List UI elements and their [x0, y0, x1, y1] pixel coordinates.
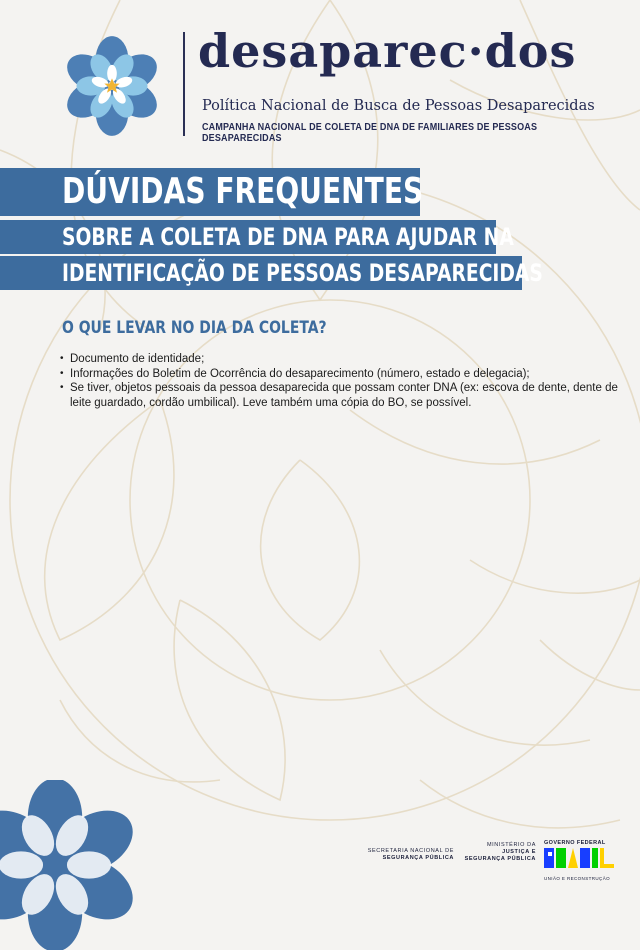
- list-item: • Documento de identidade;: [62, 352, 622, 367]
- subtitle-banner-2-text: IDENTIFICAÇÃO DE PESSOAS DESAPARECIDAS: [62, 256, 543, 290]
- list-item: • Se tiver, objetos pessoais da pessoa desaparecida que possam conter DNA (ex: escova de dente, dente de leite guardado, cordão umbilical). Leve também uma cópia do BO, se possível.: [62, 381, 622, 410]
- ministry-line-2: JUSTIÇA E: [462, 849, 536, 856]
- subtitle-banner-2: [0, 256, 522, 290]
- title-banner-text: DÚVIDAS FREQUENTES: [62, 168, 423, 216]
- gov-tagline: UNIÃO E RECONSTRUÇÃO: [544, 876, 618, 881]
- campaign-name: CAMPANHA NACIONAL DE COLETA DE DNA DE FAMILIARES DE PESSOAS DESAPARECIDAS: [202, 122, 596, 144]
- brasil-wordmark-icon: [544, 846, 616, 870]
- corner-flower-icon: [0, 780, 140, 950]
- ministry-line-3: SEGURANÇA PÚBLICA: [462, 856, 536, 863]
- senasp-line-2: SEGURANÇA PÚBLICA: [366, 855, 454, 862]
- brand-subtitle: Política Nacional de Busca de Pessoas Desaparecidas: [202, 98, 595, 114]
- ministry-line-1: MINISTÉRIO DA: [462, 842, 536, 849]
- subtitle-banner-1: [0, 220, 496, 254]
- brand-title: desaparec·dos: [198, 28, 576, 74]
- gov-title: GOVERNO FEDERAL: [544, 840, 618, 846]
- ministry-logo: [462, 842, 536, 863]
- title-banner: [0, 168, 420, 216]
- section-heading: [62, 318, 385, 338]
- section-heading-text: O QUE LEVAR NO DIA DA COLETA?: [62, 318, 327, 338]
- senasp-line-1: SECRETARIA NACIONAL DE: [366, 848, 454, 855]
- subtitle-banner-1-text: SOBRE A COLETA DE DNA PARA AJUDAR NA: [62, 220, 514, 254]
- flower-logo-icon: [64, 36, 160, 136]
- senasp-logo: [366, 848, 454, 862]
- items-list: [62, 352, 622, 410]
- governo-federal-logo: [544, 840, 618, 881]
- header-divider: [183, 32, 185, 136]
- list-item: • Informações do Boletim de Ocorrência do desaparecimento (número, estado e delegacia);: [62, 367, 622, 382]
